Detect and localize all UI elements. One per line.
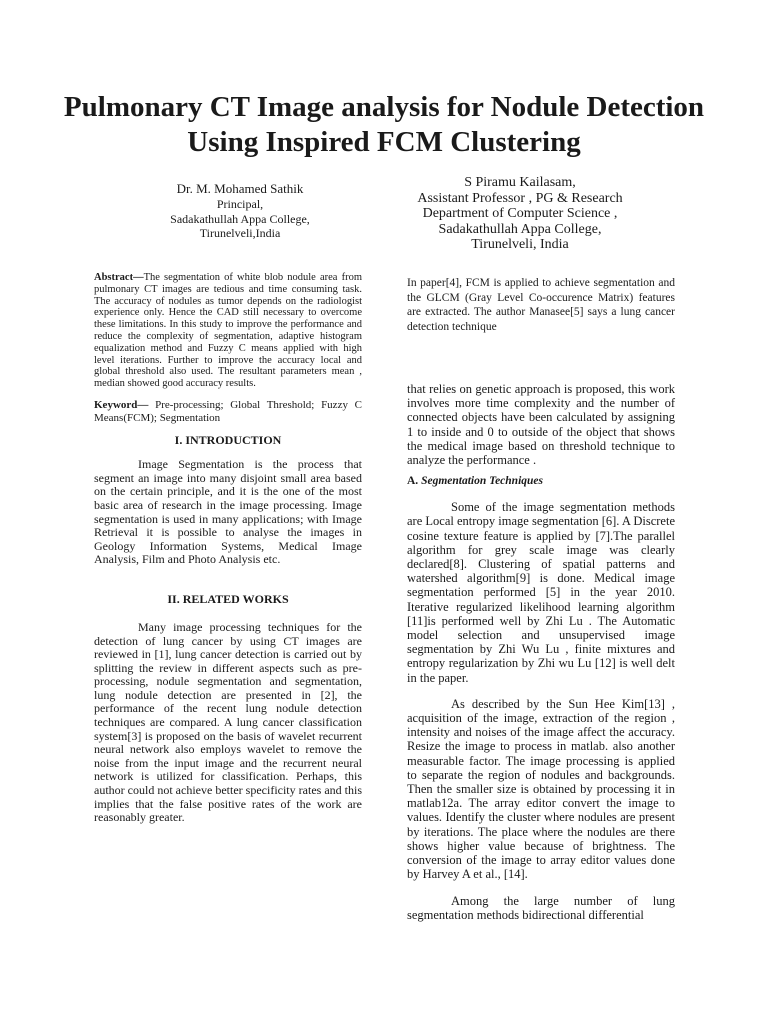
author-1-place: Tirunelveli,India: [199, 226, 281, 240]
right-column-main: [407, 382, 675, 922]
author-2-role: Assistant Professor , PG & Research: [417, 190, 623, 206]
right-paragraph-3: Some of the image segmentation methods are Local entropy image segmentation [6]. A Discrete cosine texture feature is applied by [7].The parallel algorithm for grey scale image was clearly declared[8]. Clustering of spatial patterns and watershed algorithm[9] is done. Medical image segmentation performed [5] in the year 2010. Iterative regularized likelihood learning algorithm [11]is performed well by Zhi Lu . The Automatic model selection and unsupervised image segmentation by Zhi Wu Lu , finite mixtures and entropy regularization by Zhi wu Lu [12] is well delt in the paper.: [407, 500, 675, 685]
right-paragraph-2: that relies on genetic approach is proposed, this work involves more time complexity and the number of connected objects have been calculated by assigning 1 to inside and 0 to outside of the object that shows the medical image based on threshold technique to analyze the performance .: [407, 382, 675, 468]
right-paragraph-1: In paper[4], FCM is applied to achieve segmentation and the GLCM (Gray Level Co-occurence Matrix) features are extracted. The author Manasee[5] says a lung cancer detection technique: [407, 277, 675, 333]
author-1-role: Principal,: [216, 197, 264, 211]
left-column: [94, 272, 362, 825]
subhead-label: A.: [407, 475, 422, 488]
abstract-text: The segmentation of white blob nodule area from pulmonary CT images are tedious and time consuming task. The accuracy of nodules as tumor depends on the radiologist experience only. Hence the CAD still necessary to overcome these limitations. In this study to improve the performance and reduce the complexity of segmentation, adaptive histogram equalization method and Fuzzy C means applied with high level iterations. Further to improve the accuracy local and global threshold also used. The resultant parameters mean , median showed good accuracy results.: [94, 272, 362, 390]
keyword-label: Keyword—: [94, 398, 149, 411]
segmentation-techniques-heading: [407, 475, 675, 487]
author-2-name: S Piramu Kailasam,: [464, 175, 576, 190]
right-paragraph-5: Among the large number of lung segmentation methods bidirectional differential: [407, 893, 675, 922]
author-1-name: Dr. M. Mohamed Sathik: [176, 181, 304, 196]
author-block-1: [110, 180, 370, 241]
keyword-text: Pre-processing; Global Threshold; Fuzzy C Means(FCM); Segmentation: [94, 398, 362, 424]
right-column-top: [407, 276, 675, 334]
paper-title: Pulmonary CT Image analysis for Nodule Detection Using Inspired FCM Clustering: [63, 91, 705, 158]
author-2-org: Sadakathullah Appa College,: [438, 221, 602, 237]
author-block-2: [390, 175, 650, 253]
subhead-title: Segmentation Techniques: [421, 475, 544, 488]
keywords: [94, 399, 362, 424]
abstract: [94, 272, 362, 390]
author-2-dept: Department of Computer Science ,: [422, 206, 618, 221]
related-works-paragraph: Many image processing techniques for the detection of lung cancer by using CT images are reviewed in [1], lung cancer detection is carried out by splitting the review in different aspects such as pre-processing, nodule segmentation and segmentation, lung nodule detection are presented in [2], the performance of the recent lung nodule detection techniques are compared. A lung cancer classification system[3] is proposed on the basis of wavelet recurrent neural network also employs wavelet to remove the noise from the input image and the recurrent neural network is utilized for classification. Perhaps, this author could not achieve better specificity rates and this implies that the false positive rates of the work are reasonably greater.: [94, 619, 362, 825]
intro-heading: I. INTRODUCTION: [174, 433, 282, 448]
abstract-label: Abstract—: [94, 272, 144, 283]
right-paragraph-4: As described by the Sun Hee Kim[13] , acquisition of the image, extraction of the region , intensity and noises of the image affect the accuracy. Resize the image to process in matlab. also another measurable factor. The image processing is applied to separate the region of nodules and backgrounds. Then the smaller size is obtained by processing it in matlab12a. The array editor convert the image to values. Identify the cluster where nodules are present by iterations. The place where the nodules are there shows higher value because of brightness. The conversion of the image to array editor values done by Harvey A et al., [14].: [407, 696, 675, 882]
intro-paragraph: Image Segmentation is the process that segment an image into many disjoint small area based on the certain principle, and it is the one of the most basic area of research in the image processing. Image segmentation is used in many applications; with Image Retrieval it is possible to analyse the images in Geology Information Systems, Medical Image Analysis, Film and Photo Analysis etc.: [94, 457, 362, 567]
related-works-heading: II. RELATED WORKS: [167, 591, 289, 606]
author-2-place: Tirunelveli, India: [471, 237, 569, 252]
author-1-org: Sadakathullah Appa College,: [170, 211, 310, 226]
